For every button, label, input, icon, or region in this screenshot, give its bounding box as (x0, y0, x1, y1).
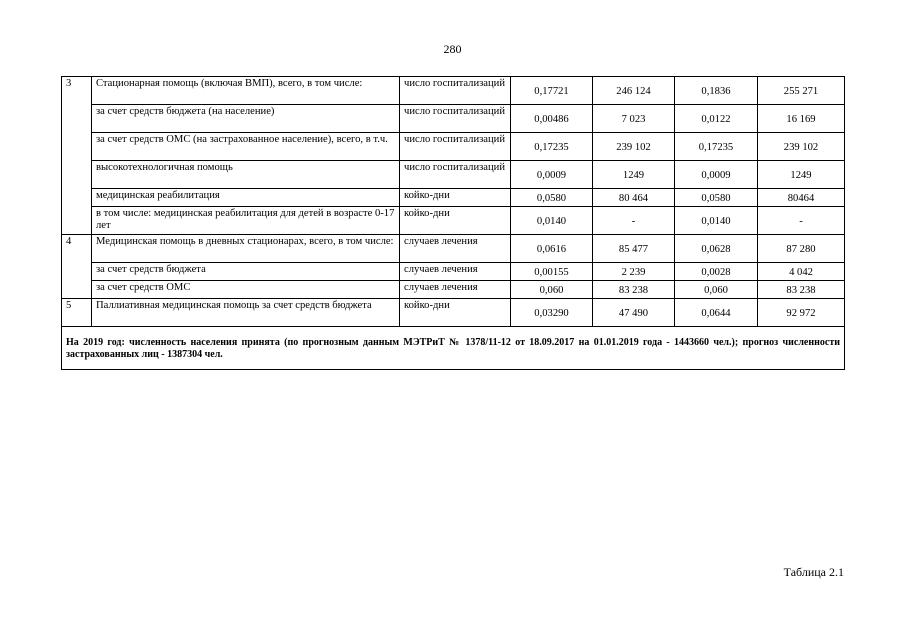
row-value-2-cell: 7 023 (593, 105, 675, 133)
table-row (62, 263, 845, 281)
row-value-2-cell: 1249 (593, 161, 675, 189)
row-unit-cell: число госпитализаций (400, 161, 511, 189)
row-value-2-cell: 239 102 (593, 133, 675, 161)
row-value-4-cell: 83 238 (758, 281, 845, 299)
row-value-3-cell: 0,0644 (675, 299, 758, 327)
table-row (62, 105, 845, 133)
row-value-2-cell: - (593, 207, 675, 235)
row-value-3-cell: 0,060 (675, 281, 758, 299)
row-unit-cell: койко-дни (400, 299, 511, 327)
table-row (62, 235, 845, 263)
row-value-1-cell: 0,00155 (511, 263, 593, 281)
row-number-cell: 4 (62, 235, 92, 299)
table-row (62, 189, 845, 207)
row-value-1-cell: 0,17235 (511, 133, 593, 161)
row-value-3-cell: 0,0122 (675, 105, 758, 133)
row-name-cell: за счет средств бюджета (на население) (92, 105, 400, 133)
row-name-cell: Стационарная помощь (включая ВМП), всего, в том числе: (92, 77, 400, 105)
row-value-3-cell: 0,0580 (675, 189, 758, 207)
row-value-2-cell: 85 477 (593, 235, 675, 263)
table-row (62, 77, 845, 105)
row-value-4-cell: 1249 (758, 161, 845, 189)
table-caption: Таблица 2.1 (783, 565, 844, 579)
row-value-2-cell: 80 464 (593, 189, 675, 207)
row-value-3-cell: 0,0140 (675, 207, 758, 235)
row-value-3-cell: 0,1836 (675, 77, 758, 105)
row-unit-cell: случаев лечения (400, 263, 511, 281)
row-value-3-cell: 0,0628 (675, 235, 758, 263)
table-row (62, 299, 845, 327)
row-name-cell: высокотехнологичная помощь (92, 161, 400, 189)
row-value-1-cell: 0,060 (511, 281, 593, 299)
row-value-1-cell: 0,00486 (511, 105, 593, 133)
row-value-3-cell: 0,0028 (675, 263, 758, 281)
row-value-4-cell: 4 042 (758, 263, 845, 281)
row-unit-cell: число госпитализаций (400, 105, 511, 133)
row-value-4-cell: 87 280 (758, 235, 845, 263)
population-note: На 2019 год: численность населения принята (по прогнозным данным МЭТРиТ № 1378/11-12 от 18.09.2017 на 01.01.2019 года - 1443660 чел.); прогноз численности застрахованных лиц - 1387304 чел. (62, 327, 845, 370)
table-row (62, 281, 845, 299)
row-value-2-cell: 246 124 (593, 77, 675, 105)
row-name-cell: Медицинская помощь в дневных стационарах, всего, в том числе: (92, 235, 400, 263)
row-value-2-cell: 2 239 (593, 263, 675, 281)
row-name-cell: медицинская реабилитация (92, 189, 400, 207)
row-number-cell: 5 (62, 299, 92, 327)
row-name-cell: Паллиативная медицинская помощь за счет средств бюджета (92, 299, 400, 327)
row-number-cell: 3 (62, 77, 92, 235)
row-value-2-cell: 47 490 (593, 299, 675, 327)
row-value-3-cell: 0,17235 (675, 133, 758, 161)
row-unit-cell: случаев лечения (400, 235, 511, 263)
row-unit-cell: случаев лечения (400, 281, 511, 299)
row-name-cell: за счет средств ОМС (92, 281, 400, 299)
row-value-1-cell: 0,0580 (511, 189, 593, 207)
row-value-4-cell: - (758, 207, 845, 235)
row-name-cell: за счет средств ОМС (на застрахованное население), всего, в т.ч. (92, 133, 400, 161)
row-unit-cell: число госпитализаций (400, 133, 511, 161)
row-value-2-cell: 83 238 (593, 281, 675, 299)
row-value-1-cell: 0,0140 (511, 207, 593, 235)
row-value-4-cell: 255 271 (758, 77, 845, 105)
indicators-table (61, 76, 845, 370)
table-row (62, 133, 845, 161)
indicators-table-container (61, 76, 844, 370)
table-row (62, 207, 845, 235)
row-value-1-cell: 0,0009 (511, 161, 593, 189)
row-value-1-cell: 0,0616 (511, 235, 593, 263)
row-value-3-cell: 0,0009 (675, 161, 758, 189)
row-unit-cell: койко-дни (400, 207, 511, 235)
row-value-4-cell: 80464 (758, 189, 845, 207)
row-value-4-cell: 16 169 (758, 105, 845, 133)
row-unit-cell: число госпитализаций (400, 77, 511, 105)
row-value-4-cell: 239 102 (758, 133, 845, 161)
row-name-cell: за счет средств бюджета (92, 263, 400, 281)
page-number: 280 (443, 42, 462, 56)
table-row (62, 161, 845, 189)
table-note-row (62, 327, 845, 370)
row-value-1-cell: 0,03290 (511, 299, 593, 327)
row-value-1-cell: 0,17721 (511, 77, 593, 105)
row-unit-cell: койко-дни (400, 189, 511, 207)
row-name-cell: в том числе: медицинская реабилитация для детей в возрасте 0-17 лет (92, 207, 400, 235)
row-value-4-cell: 92 972 (758, 299, 845, 327)
